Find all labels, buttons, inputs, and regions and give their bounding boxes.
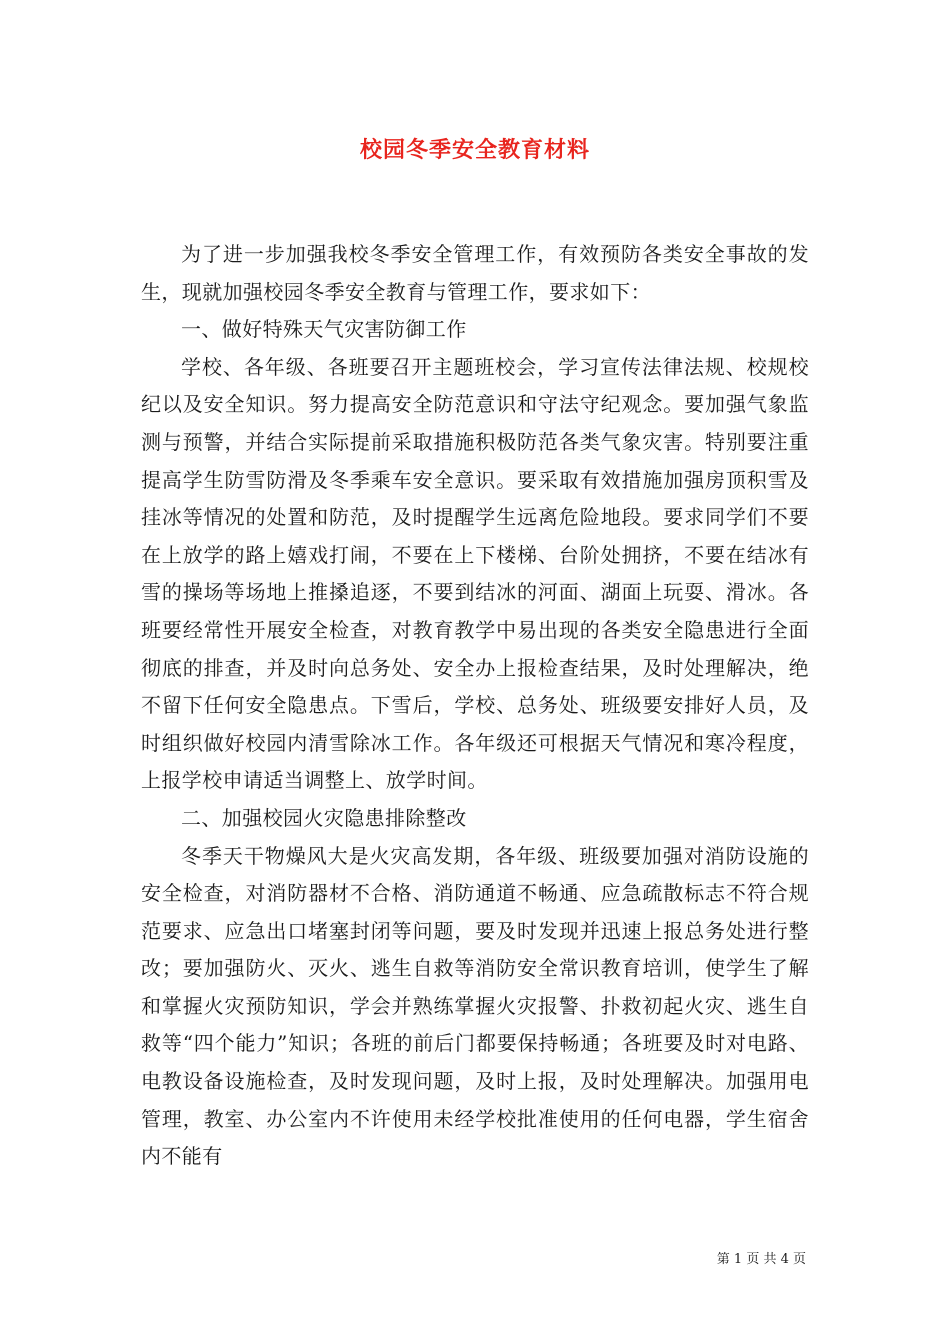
section-heading-1: 一、做好特殊天气灾害防御工作 [181, 317, 467, 342]
page-number: 第 1 页 共 4 页 [716, 1252, 806, 1267]
section-heading-2: 二、加强校园火灾隐患排除整改 [181, 805, 467, 830]
document-title: 校园冬季安全教育材料 [359, 137, 590, 163]
intro-paragraph: 为了进一步加强我校冬季安全管理工作，有效预防各类安全事故的发生，现就加强校园冬季安全教育与管理工作，要求如下： [141, 242, 809, 304]
section-paragraph-1: 学校、各年级、各班要召开主题班校会，学习宣传法律法规、校规校纪以及安全知识。努力提高安全防范意识和守法守纪观念。要加强气象监测与预警，并结合实际提前采取措施积极防范各类气象灾害。特别要注重提高学生防雪防滑及冬季乘车安全意识。要采取有效措施加强房顶积雪及挂冰等情况的处置和防范，及时提醒学生远离危险地段。要求同学们不要在上放学的路上嬉戏打闹，不要在上下楼梯、台阶处拥挤，不要在结冰有雪的操场等场地上推搡追逐，不要到结冰的河面、湖面上玩耍、滑冰。各班要经常性开展安全检查，对教育教学中易出现的各类安全隐患进行全面彻底的排查，并及时向总务处、安全办上报检查结果，及时处理解决，绝不留下任何安全隐患点。下雪后，学校、总务处、班级要安排好人员，及时组织做好校园内清雪除冰工作。各年级还可根据天气情况和寒冷程度，上报学校申请适当调整上、放学时间。 [141, 354, 809, 793]
section-paragraph-2: 冬季天干物燥风大是火灾高发期，各年级、班级要加强对消防设施的安全检查，对消防器材不合格、消防通道不畅通、应急疏散标志不符合规范要求、应急出口堵塞封闭等问题，要及时发现并迅速上报总务处进行整改；要加强防火、灭火、逃生自救等消防安全常识教育培训，使学生了解和掌握火灾预防知识，学会并熟练掌握火灾报警、扑救初起火灾、逃生自救等“四个能力”知识；各班的前后门都要保持畅通；各班要及时对电路、电教设备设施检查，及时发现问题，及时上报，及时处理解决。加强用电管理，教室、办公室内不许使用未经学校批准使用的任何电器，学生宿舍内不能有 [141, 843, 809, 1169]
document-body [141, 236, 809, 1176]
